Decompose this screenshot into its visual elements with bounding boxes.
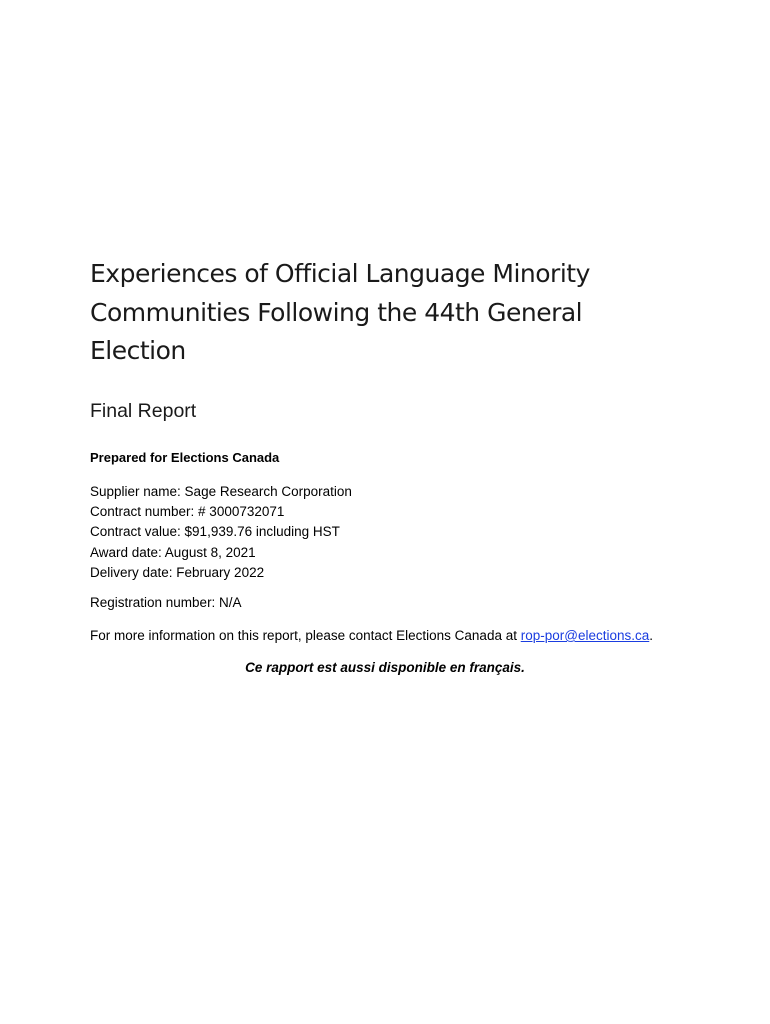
french-availability-note: Ce rapport est aussi disponible en français. <box>245 660 525 675</box>
prepared-for-label: Prepared for Elections Canada <box>90 450 280 465</box>
contract-value: Contract value: $91,939.76 including HST <box>90 524 340 540</box>
supplier-name: Supplier name: Sage Research Corporation <box>90 484 352 499</box>
contract-number: Contract number: # 3000732071 <box>90 504 285 520</box>
report-title-line-2: Communities Following the 44th General <box>90 297 583 327</box>
award-date: Award date: August 8, 2021 <box>90 544 256 560</box>
contact-suffix: . <box>649 628 654 643</box>
contact-text: For more information on this report, please contact Elections Canada at <box>90 628 521 643</box>
contract-details-list <box>90 482 352 583</box>
registration-number: Registration number: N/A <box>90 595 242 610</box>
report-subtitle: Final Report <box>90 400 197 422</box>
contact-email-link[interactable]: rop-por@elections.ca <box>520 628 650 643</box>
contact-paragraph <box>90 628 653 643</box>
report-title-line-1: Experiences of Official Language Minority <box>90 259 590 288</box>
report-title-line-3: Election <box>90 336 186 365</box>
report-title <box>90 255 690 371</box>
delivery-date: Delivery date: February 2022 <box>90 564 265 580</box>
